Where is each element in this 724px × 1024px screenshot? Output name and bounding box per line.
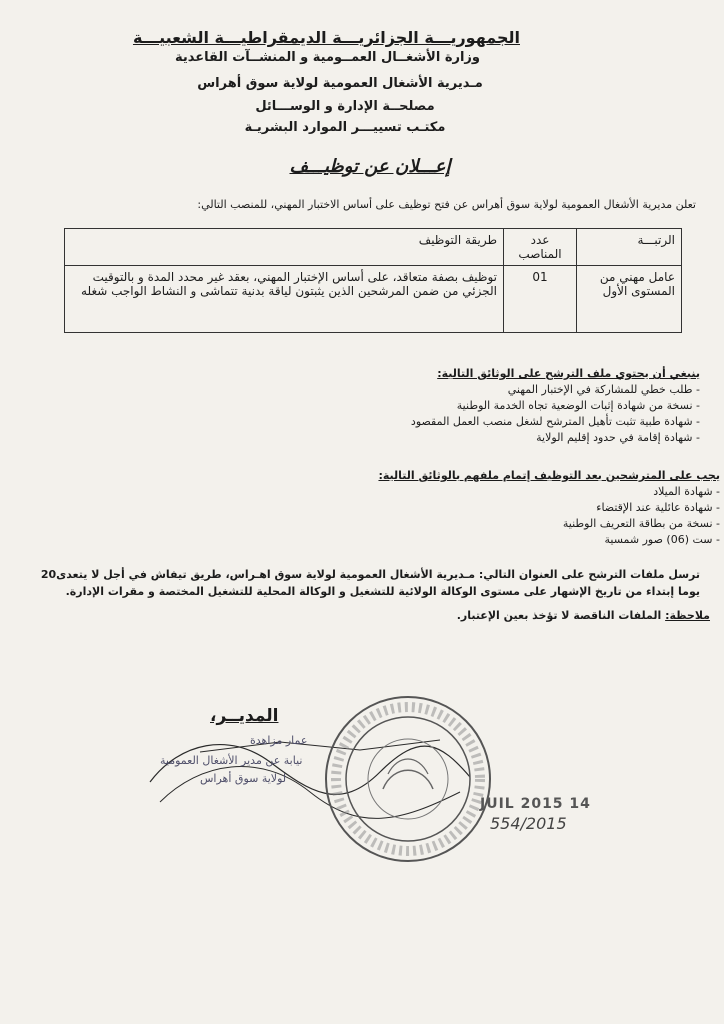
- official-seal: [323, 694, 493, 864]
- list-item: - شهادة عائلية عند الإقتضاء: [596, 501, 720, 514]
- list-item: - ست (06) صور شمسية: [604, 533, 720, 546]
- header-rank: الرتبـــة: [577, 229, 682, 266]
- intro-paragraph: تعلن مديرية الأشغال العمومية لولاية سوق أهراس عن فتح توظيف على أساس الاختبار المهني، للمنصب التالي:: [197, 198, 696, 211]
- ministry-header: وزارة الأشغــال العمــومية و المنشــآت القاعدية: [174, 50, 480, 65]
- list-item: - شهادة الميلاد: [653, 485, 720, 498]
- page-title: إعـــلان عن توظيـــف: [289, 156, 451, 177]
- jobs-table: [64, 228, 682, 333]
- director-title: المديــر،: [210, 706, 279, 726]
- table-header-row: [65, 229, 682, 266]
- note-text: الملفات الناقصة لا تؤخذ بعين الإعتبار.: [456, 609, 662, 622]
- cell-rank: عامل مهني من المستوى الأول: [577, 266, 682, 333]
- registration-number: 554/2015: [490, 814, 567, 833]
- required-docs: [290, 366, 700, 446]
- send-address: ترسل ملفات الترشح على العنوان التالي: مـديرية الأشغال العمومية لولاية سوق اهـراس، طريق تيفاش في أجل لا يتعدى20 يوما إبتداء من تاريخ الإشهار على مستوى الوكالة الولائية للتشغيل و الوكالة المحلية للتشغيل المختصة و مقرات الإدارة.: [40, 568, 700, 598]
- note-label: ملاحظة:: [665, 609, 710, 622]
- stamp-line-2: لولاية سوق أهراس: [200, 772, 287, 785]
- list-item: - طلب خطي للمشاركة في الإختبار المهني: [507, 383, 700, 396]
- note: [20, 608, 710, 624]
- required-docs-heading: ينبغي أن يحتوي ملف الترشح على الوثائق التالية:: [437, 367, 700, 380]
- cell-method: توظيف بصفة متعاقد، على أساس الإختبار المهني، بعقد غير محدد المدة و بالتوقيت الجزئي من ضمن المرشحين الذين يثبتون لياقة بدنية تتماشى و النشاط الواجب شغله: [65, 266, 504, 333]
- header-count: عدد المناصب: [504, 229, 577, 266]
- after-docs: [330, 468, 720, 548]
- list-item: - نسخة من شهادة إثبات الوضعية تجاه الخدمة الوطنية: [456, 399, 700, 412]
- stamp-line-1: نيابة عن مدير الأشغال العمومية: [160, 754, 303, 767]
- republic-header: الجمهوريـــة الجزائريـــة الديمقراطيـــة الشعبيـــة: [132, 28, 520, 47]
- list-item: - شهادة طبية تثبت تأهيل المترشح لشغل منصب العمل المقصود: [410, 415, 700, 428]
- table-row: [65, 266, 682, 333]
- list-item: - شهادة إقامة في حدود إقليم الولاية: [536, 431, 700, 444]
- list-item: - نسخة من بطاقة التعريف الوطنية: [562, 517, 720, 530]
- header-method: طريقة التوظيف: [65, 229, 504, 266]
- directorate-header: مـديرية الأشغال العمومية لولاية سوق أهراس: [197, 76, 483, 91]
- date-stamp: 14 JUIL 2015: [480, 796, 591, 812]
- service-header: مصلحــة الإدارة و الوســـائل: [255, 99, 435, 114]
- signatory-name: عمار مزاهدة: [250, 734, 308, 747]
- office-header: مكتـب تسييـــر الموارد البشريـة: [244, 120, 446, 135]
- after-docs-heading: يجب على المترشحين بعد التوظيف إتمام ملفهم بالوثائق التالية:: [378, 469, 720, 482]
- cell-count: 01: [504, 266, 577, 333]
